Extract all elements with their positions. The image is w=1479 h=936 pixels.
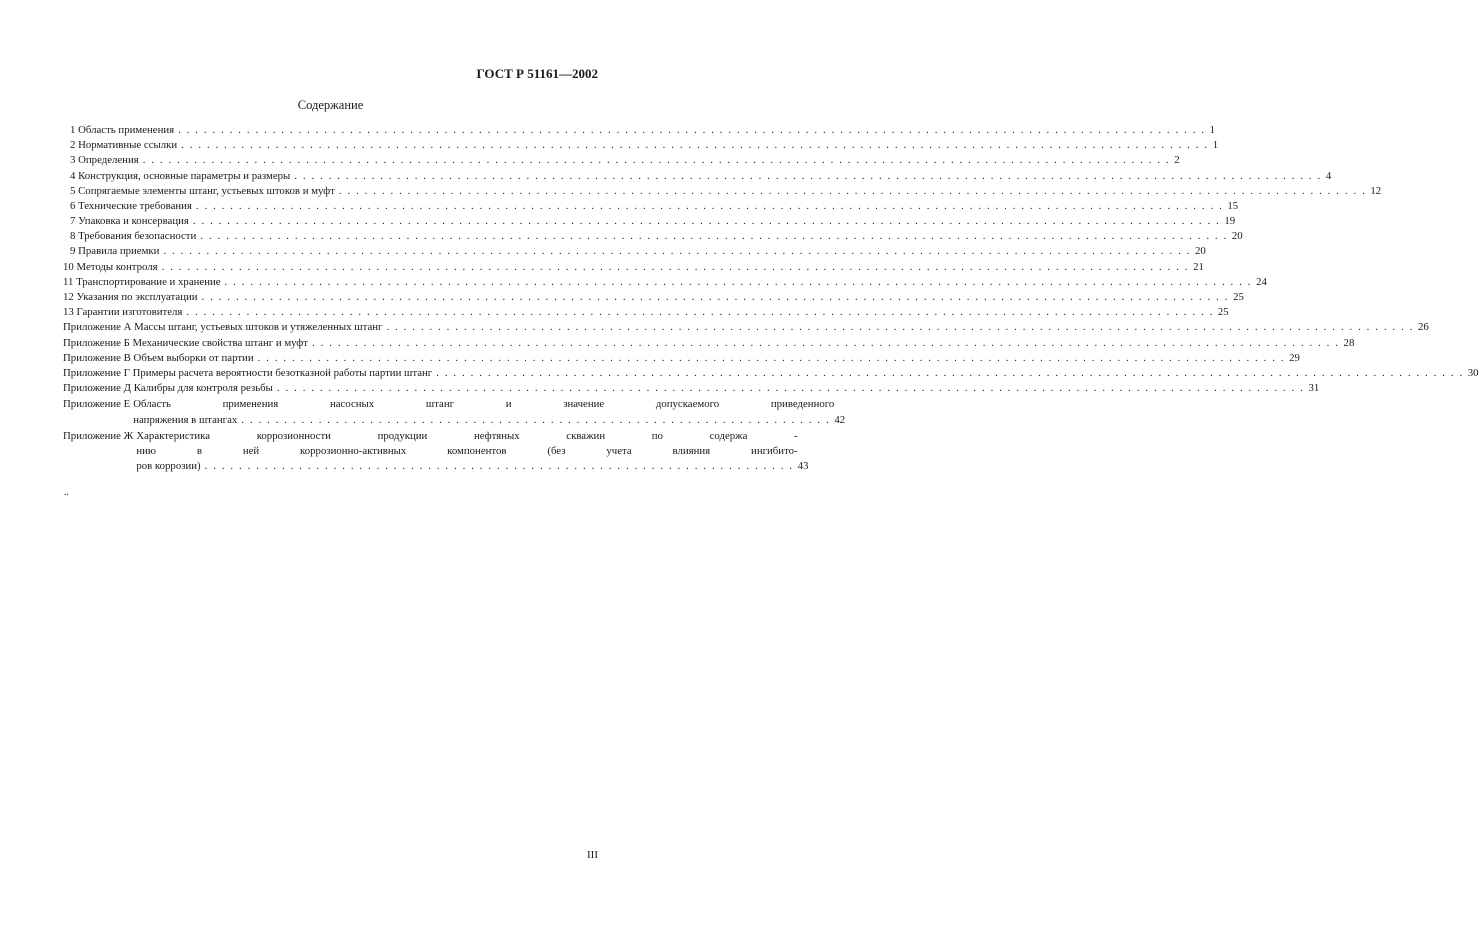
dot-leader: . . . . . . . . . . . . . . . . . . . . . . . . . . . . . . . . . . . . . . . . . . . . . . . . . . . . . . . . . . . . . . . . . . . . . . . . . . . . . . . . . . . . . . . . . . . . . . . . . . . . . . . . . . . . . . . . . . . . . . . . bbox=[192, 215, 1221, 228]
stray-mark: .. bbox=[64, 487, 69, 498]
toc-page-number: 25 bbox=[1233, 291, 1244, 304]
dot-leader: . . . . . . . . . . . . . . . . . . . . . . . . . . . . . . . . . . . . . . . . . . . . . . . . . . . . . . . . . . . . . . . . . . . . . . . . . . . . . . . . . . . . . . . . . . . . . . . . . . . . . . . . . . . . . . . . . . . . . . . . bbox=[312, 336, 1340, 349]
toc-page-number: 15 bbox=[1227, 199, 1239, 212]
dot-leader: . . . . . . . . . . . . . . . . . . . . . . . . . . . . . . . . . . . . . . . . . . . . . . . . . . . . . . . . . . . . . . . . . . . . . . . . . . . . . . . . . . . . . . . . . . . . . . . . . . . . . . . . . . . . . . . . . . . . . . . . bbox=[276, 382, 1305, 395]
dot-leader: . . . . . . . . . . . . . . . . . . . . . . . . . . . . . . . . . . . . . . . . . . . . . . . . . . . . . . . . . . . . . . . . . . . . . . . . . . . . . . . . . . . . . . . . . . . . . . . . . . . . . . . . . . . . . . . . . . . . . . . . bbox=[436, 366, 1464, 379]
toc-page-number: 30 bbox=[1467, 366, 1479, 379]
dot-leader: . . . . . . . . . . . . . . . . . . . . . . . . . . . . . . . . . . . . . . . . . . . . . . . . . . . . . . . . . . . . . . . . . . . . . . . . . . . . . . . . . . . . . . . . . . . . . . . . . . . . . . . . . . . . . . . . . . . . . . . . bbox=[161, 260, 1190, 273]
toc-item-title: 9 Правила приемки bbox=[70, 245, 160, 258]
dot-leader: . . . . . . . . . . . . . . . . . . . . . . . . . . . . . . . . . . . . . . . . . . . . . . . . . . . . . . . . . . . . . . . . . . . . . bbox=[204, 460, 794, 473]
toc-page-number: 24 bbox=[1256, 275, 1267, 288]
toc-item-title: 13 Гарантии изготовителя bbox=[63, 306, 183, 319]
toc-item[interactable] bbox=[63, 138, 1219, 153]
toc-item[interactable] bbox=[63, 305, 1229, 320]
toc-page-number: 43 bbox=[797, 460, 809, 473]
toc-item-appendix-e[interactable] bbox=[63, 397, 846, 427]
toc-item[interactable] bbox=[63, 275, 1267, 290]
toc-item-title: 8 Требования безопасности bbox=[70, 230, 197, 243]
dot-leader: . . . . . . . . . . . . . . . . . . . . . . . . . . . . . . . . . . . . . . . . . . . . . . . . . . . . . . . . . . . . . . . . . . . . . bbox=[241, 413, 831, 426]
toc-page-number: 20 bbox=[1194, 245, 1206, 258]
toc-page-number: 19 bbox=[1224, 215, 1236, 228]
toc-item[interactable] bbox=[63, 351, 1300, 366]
toc-page-number: 26 bbox=[1417, 321, 1429, 334]
toc-item-line: ров коррозии) bbox=[136, 460, 201, 473]
toc-item[interactable] bbox=[63, 245, 1206, 260]
toc-item[interactable] bbox=[63, 169, 1332, 184]
dot-leader: . . . . . . . . . . . . . . . . . . . . . . . . . . . . . . . . . . . . . . . . . . . . . . . . . . . . . . . . . . . . . . . . . . . . . . . . . . . . . . . . . . . . . . . . . . . . . . . . . . . . . . . . . . . . . . . . . . . . . . . . bbox=[163, 245, 1191, 258]
toc-item[interactable] bbox=[63, 336, 1355, 351]
toc-item-title: 12 Указания по эксплуатации bbox=[63, 291, 198, 304]
dot-leader: . . . . . . . . . . . . . . . . . . . . . . . . . . . . . . . . . . . . . . . . . . . . . . . . . . . . . . . . . . . . . . . . . . . . . . . . . . . . . . . . . . . . . . . . . . . . . . . . . . . . . . . . . . . . . . . . . . . . . . . . bbox=[224, 275, 1253, 288]
standard-header: ГОСТ Р 51161—2002 bbox=[476, 66, 598, 81]
toc-item[interactable] bbox=[63, 214, 1236, 229]
toc-item-prefix: Приложение Е bbox=[63, 398, 131, 411]
toc-page-number: 42 bbox=[834, 413, 846, 426]
toc-item-title: 5 Сопрягаемые элементы штанг, устьевых штоков и муфт bbox=[70, 184, 335, 197]
dot-leader: . . . . . . . . . . . . . . . . . . . . . . . . . . . . . . . . . . . . . . . . . . . . . . . . . . . . . . . . . . . . . . . . . . . . . . . . . . . . . . . . . . . . . . . . . . . . . . . . . . . . . . . . . . . . . . . . . . . . . . . . bbox=[338, 184, 1367, 197]
toc-item-line: Область применения насосных штанг и значение допускаемого приведенного bbox=[133, 398, 835, 411]
table-of-contents bbox=[63, 123, 1479, 474]
dot-leader: . . . . . . . . . . . . . . . . . . . . . . . . . . . . . . . . . . . . . . . . . . . . . . . . . . . . . . . . . . . . . . . . . . . . . . . . . . . . . . . . . . . . . . . . . . . . . . . . . . . . . . . . . . . . . . . . . . . . . . . . bbox=[178, 123, 1206, 136]
toc-page-number: 1 bbox=[1209, 123, 1216, 136]
toc-item-title: 10 Методы контроля bbox=[63, 260, 158, 273]
toc-page-number: 31 bbox=[1308, 382, 1320, 395]
toc-item[interactable] bbox=[63, 290, 1244, 305]
toc-item-title: Приложение Б Механические свойства штанг и муфт bbox=[63, 336, 309, 349]
toc-item-title: 7 Упаковка и консервация bbox=[70, 215, 189, 228]
toc-item[interactable] bbox=[63, 184, 1382, 199]
toc-item-title: Приложение А Массы штанг, устьевых штоков и утяжеленных штанг bbox=[63, 321, 383, 334]
toc-item-title: 3 Определения bbox=[70, 154, 139, 167]
toc-item-title: 2 Нормативные ссылки bbox=[70, 139, 178, 152]
toc-page-number: 2 bbox=[1174, 154, 1180, 167]
toc-page-number: 20 bbox=[1231, 230, 1243, 243]
toc-item-prefix: Приложение Ж bbox=[63, 429, 134, 442]
toc-item[interactable] bbox=[63, 381, 1320, 396]
toc-title: Содержание bbox=[297, 98, 364, 112]
toc-item-title: Приложение Д Калибры для контроля резьбы bbox=[63, 382, 273, 395]
toc-item-title: Приложение Г Примеры расчета вероятности безотказной работы партии штанг bbox=[63, 366, 433, 379]
toc-page-number: 4 bbox=[1325, 169, 1332, 182]
dot-leader: . . . . . . . . . . . . . . . . . . . . . . . . . . . . . . . . . . . . . . . . . . . . . . . . . . . . . . . . . . . . . . . . . . . . . . . . . . . . . . . . . . . . . . . . . . . . . . . . . . . . . . . . . . . . . . . . . . . . . . . . bbox=[200, 230, 1228, 243]
dot-leader: . . . . . . . . . . . . . . . . . . . . . . . . . . . . . . . . . . . . . . . . . . . . . . . . . . . . . . . . . . . . . . . . . . . . . . . . . . . . . . . . . . . . . . . . . . . . . . . . . . . . . . . . . . . . . . . . . . . . . . . . bbox=[201, 291, 1230, 304]
dot-leader: . . . . . . . . . . . . . . . . . . . . . . . . . . . . . . . . . . . . . . . . . . . . . . . . . . . . . . . . . . . . . . . . . . . . . . . . . . . . . . . . . . . . . . . . . . . . . . . . . . . . . . . . . . . . . . . . . . . . . . . . bbox=[257, 351, 1286, 364]
toc-item-title: Приложение В Объем выборки от партии bbox=[63, 351, 254, 364]
dot-leader: . . . . . . . . . . . . . . . . . . . . . . . . . . . . . . . . . . . . . . . . . . . . . . . . . . . . . . . . . . . . . . . . . . . . . . . . . . . . . . . . . . . . . . . . . . . . . . . . . . . . . . . . . . . . . . . . . . . . . . . . bbox=[294, 169, 1322, 182]
toc-page-number: 1 bbox=[1212, 139, 1219, 152]
toc-item[interactable] bbox=[63, 123, 1216, 138]
toc-item-title: 4 Конструкция, основные параметры и размеры bbox=[70, 169, 291, 182]
dot-leader: . . . . . . . . . . . . . . . . . . . . . . . . . . . . . . . . . . . . . . . . . . . . . . . . . . . . . . . . . . . . . . . . . . . . . . . . . . . . . . . . . . . . . . . . . . . . . . . . . . . . . . . . . . . . . . . . . . . . . . . . bbox=[186, 306, 1214, 319]
toc-page-number: 12 bbox=[1370, 184, 1382, 197]
page-number-footer: III bbox=[587, 849, 598, 861]
toc-page-number: 21 bbox=[1193, 260, 1204, 273]
toc-item[interactable] bbox=[63, 199, 1239, 214]
toc-item[interactable] bbox=[63, 320, 1429, 335]
toc-item[interactable] bbox=[63, 229, 1243, 244]
toc-item[interactable] bbox=[63, 153, 1180, 168]
toc-item[interactable] bbox=[63, 260, 1204, 275]
toc-item-line: напряжения в штангах bbox=[133, 413, 238, 426]
dot-leader: . . . . . . . . . . . . . . . . . . . . . . . . . . . . . . . . . . . . . . . . . . . . . . . . . . . . . . . . . . . . . . . . . . . . . . . . . . . . . . . . . . . . . . . . . . . . . . . . . . . . . . . . . . . . . . . . . . . . . . . . bbox=[142, 154, 1171, 167]
toc-item-line: Характеристика коррозионности продукции нефтяных скважин по содержа - bbox=[136, 429, 798, 442]
toc-item-title: 1 Область применения bbox=[70, 123, 175, 136]
toc-item-title: 11 Транспортирование и хранение bbox=[63, 275, 221, 288]
dot-leader: . . . . . . . . . . . . . . . . . . . . . . . . . . . . . . . . . . . . . . . . . . . . . . . . . . . . . . . . . . . . . . . . . . . . . . . . . . . . . . . . . . . . . . . . . . . . . . . . . . . . . . . . . . . . . . . . . . . . . . . . bbox=[181, 139, 1209, 152]
toc-item-title: 6 Технические требования bbox=[70, 199, 192, 212]
toc-page-number: 25 bbox=[1217, 306, 1229, 319]
toc-item[interactable] bbox=[63, 366, 1479, 381]
toc-item-line: нию в ней коррозионно-активных компонентов (без учета влияния ингибито- bbox=[136, 444, 798, 457]
dot-leader: . . . . . . . . . . . . . . . . . . . . . . . . . . . . . . . . . . . . . . . . . . . . . . . . . . . . . . . . . . . . . . . . . . . . . . . . . . . . . . . . . . . . . . . . . . . . . . . . . . . . . . . . . . . . . . . . . . . . . . . . bbox=[195, 199, 1224, 212]
dot-leader: . . . . . . . . . . . . . . . . . . . . . . . . . . . . . . . . . . . . . . . . . . . . . . . . . . . . . . . . . . . . . . . . . . . . . . . . . . . . . . . . . . . . . . . . . . . . . . . . . . . . . . . . . . . . . . . . . . . . . . . . bbox=[386, 321, 1414, 334]
toc-item-appendix-zh[interactable] bbox=[63, 429, 809, 475]
toc-page-number: 29 bbox=[1289, 351, 1300, 364]
toc-page-number: 28 bbox=[1343, 336, 1355, 349]
